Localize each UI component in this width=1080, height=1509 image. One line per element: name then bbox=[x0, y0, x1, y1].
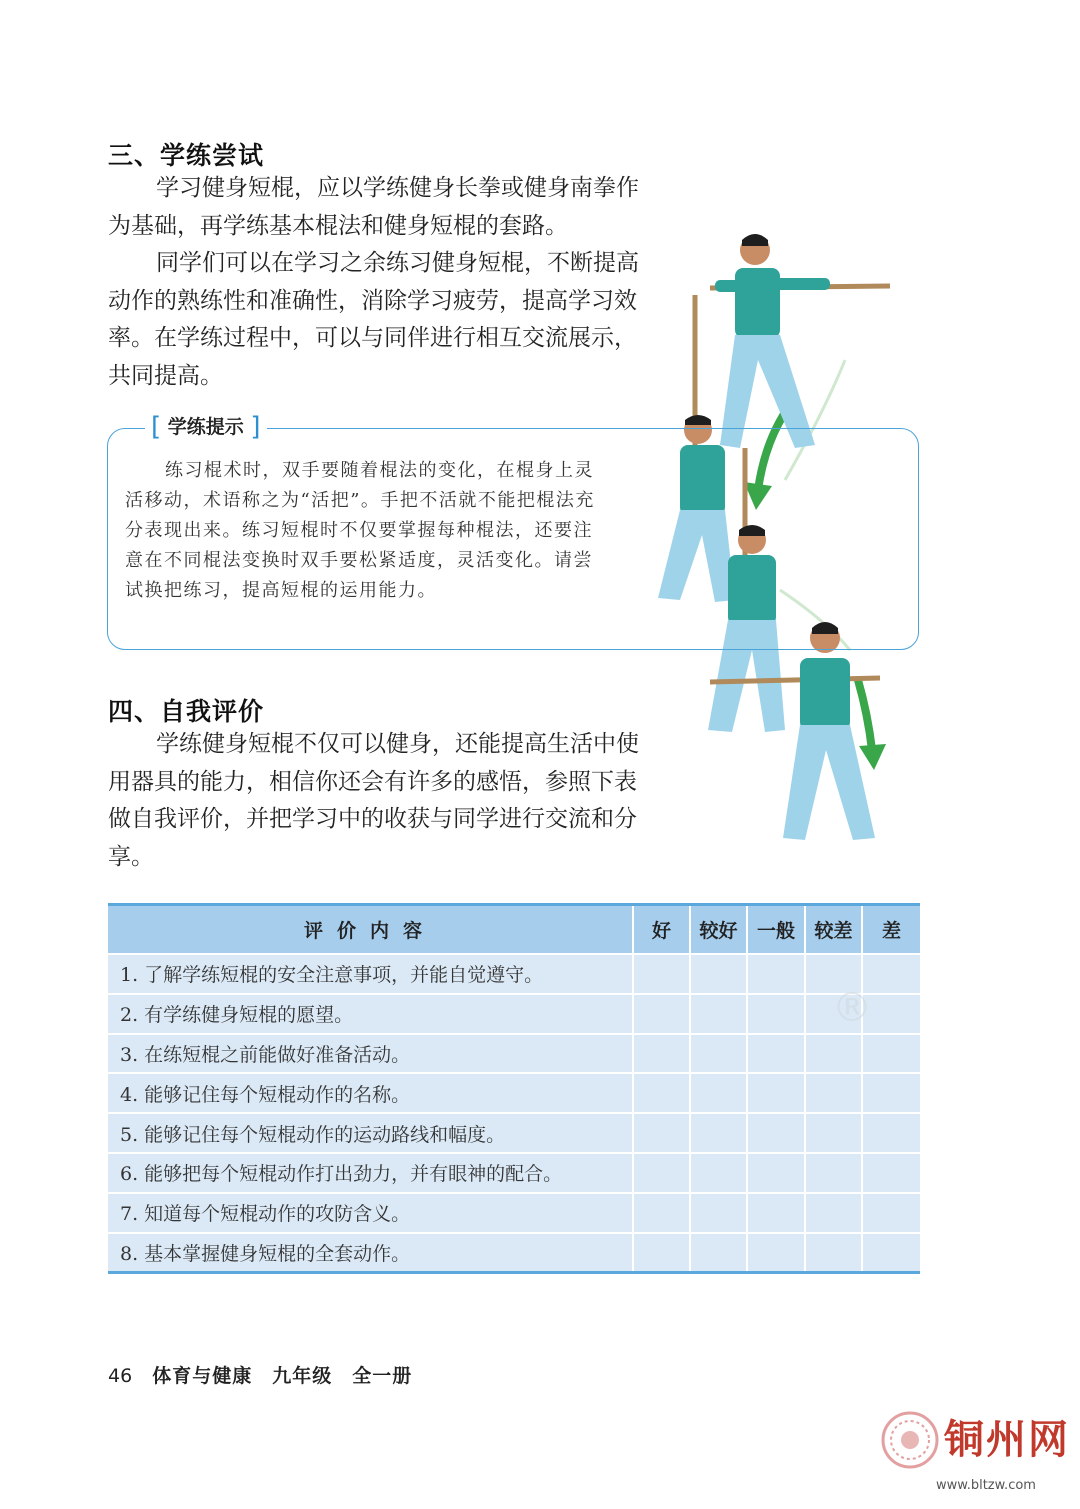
rating-cell[interactable] bbox=[747, 1153, 805, 1193]
table-row bbox=[108, 994, 920, 1034]
site-watermark bbox=[880, 1408, 1075, 1506]
rating-cell[interactable] bbox=[862, 1153, 920, 1193]
rating-cell[interactable] bbox=[633, 1113, 690, 1153]
section4-heading: 四、自我评价 bbox=[108, 697, 265, 726]
rating-cell[interactable] bbox=[862, 1233, 920, 1273]
rating-cell[interactable] bbox=[633, 1233, 690, 1273]
table-row-item: 4. 能够记住每个短棍动作的名称。 bbox=[108, 1073, 633, 1113]
section3-heading: 三、学练尝试 bbox=[108, 141, 265, 170]
header-good: 好 bbox=[633, 905, 690, 955]
figure-arms-extended bbox=[710, 234, 890, 448]
rating-cell[interactable] bbox=[862, 1034, 920, 1074]
practice-tip-title: 学练提示 bbox=[167, 416, 244, 438]
table-row bbox=[108, 1113, 920, 1153]
rating-cell[interactable] bbox=[747, 1233, 805, 1273]
rating-cell[interactable] bbox=[747, 954, 805, 994]
practice-tip-text: 练习棍术时，双手要随着棍法的变化，在棍身上灵活移动，术语称之为“活把”。手把不活就不能把棍法充分表现出来。练习短棍时不仅要掌握每种棍法，还要注意在不同棍法变换时双手要松紧适度，灵活变化。请尝试换把练习，提高短棍的运用能力。 bbox=[125, 460, 595, 601]
rating-cell[interactable] bbox=[805, 1073, 862, 1113]
rating-cell[interactable] bbox=[690, 994, 747, 1034]
rating-cell[interactable] bbox=[805, 1153, 862, 1193]
rating-cell[interactable] bbox=[805, 1113, 862, 1153]
table-row bbox=[108, 1034, 920, 1074]
table-row-item: 8. 基本掌握健身短棍的全套动作。 bbox=[108, 1233, 633, 1273]
rating-cell[interactable] bbox=[747, 1034, 805, 1074]
table-row-item: 1. 了解学练短棍的安全注意事项，并能自觉遵守。 bbox=[108, 954, 633, 994]
table-row bbox=[108, 1153, 920, 1193]
rating-cell[interactable] bbox=[690, 1073, 747, 1113]
table-row bbox=[108, 954, 920, 994]
header-poor: 差 bbox=[862, 905, 920, 955]
bracket-right-icon: ] bbox=[250, 412, 261, 442]
rating-cell[interactable] bbox=[690, 1113, 747, 1153]
table-row-item: 7. 知道每个短棍动作的攻防含义。 bbox=[108, 1193, 633, 1233]
rating-cell[interactable] bbox=[747, 1073, 805, 1113]
table-row bbox=[108, 1073, 920, 1113]
table-header-row bbox=[108, 905, 920, 955]
bracket-left-icon: [ bbox=[151, 412, 162, 442]
green-arrow-icon-2 bbox=[858, 680, 886, 770]
table-row-item: 6. 能够把每个短棍动作打出劲力，并有眼神的配合。 bbox=[108, 1153, 633, 1193]
site-name: 铜州网 bbox=[944, 1416, 1070, 1463]
section3-paragraph-2: 同学们可以在学习之余练习健身短棍，不断提高动作的熟练性和准确性，消除学习疲劳，提高学习效率。在学练过程中，可以与同伴进行相互交流展示，共同提高。 bbox=[108, 250, 639, 389]
rating-cell[interactable] bbox=[805, 1193, 862, 1233]
rating-cell[interactable] bbox=[690, 1233, 747, 1273]
practice-tip-label bbox=[145, 410, 267, 444]
table-row-item: 3. 在练短棍之前能做好准备活动。 bbox=[108, 1034, 633, 1074]
table-row bbox=[108, 1233, 920, 1273]
self-evaluation-table bbox=[108, 903, 920, 1274]
section3-paragraph-1: 学习健身短棍，应以学练健身长拳或健身南拳作为基础，再学练基本棍法和健身短棍的套路。 bbox=[108, 175, 639, 239]
rating-cell[interactable] bbox=[633, 994, 690, 1034]
section4-paragraph: 学练健身短棍不仅可以健身，还能提高生活中使用器具的能力，相信你还会有许多的感悟，参照下表做自我评价，并把学习中的收获与同学进行交流和分享。 bbox=[108, 731, 639, 870]
site-url[interactable]: www.bltzw.com bbox=[936, 1478, 1036, 1493]
rating-cell[interactable] bbox=[690, 1193, 747, 1233]
page-number: 46 bbox=[108, 1365, 133, 1387]
rating-cell[interactable] bbox=[633, 1193, 690, 1233]
rating-cell[interactable] bbox=[690, 954, 747, 994]
table-row-item: 5. 能够记住每个短棍动作的运动路线和幅度。 bbox=[108, 1113, 633, 1153]
registered-mark-watermark: ® bbox=[832, 985, 872, 1031]
header-fairly-poor: 较差 bbox=[805, 905, 862, 955]
rating-cell[interactable] bbox=[747, 994, 805, 1034]
header-fairly-good: 较好 bbox=[690, 905, 747, 955]
table-row bbox=[108, 1193, 920, 1233]
rating-cell[interactable] bbox=[805, 1233, 862, 1273]
rating-cell[interactable] bbox=[747, 1193, 805, 1233]
rating-cell[interactable] bbox=[862, 1073, 920, 1113]
rating-cell[interactable] bbox=[862, 1193, 920, 1233]
rating-cell[interactable] bbox=[633, 954, 690, 994]
section3-body bbox=[108, 170, 643, 395]
rating-cell[interactable] bbox=[633, 1153, 690, 1193]
table-row-item: 2. 有学练健身短棍的愿望。 bbox=[108, 994, 633, 1034]
header-evaluation-content: 评价内容 bbox=[108, 905, 633, 955]
rating-cell[interactable] bbox=[690, 1153, 747, 1193]
site-logo-icon bbox=[880, 1410, 940, 1470]
rating-cell[interactable] bbox=[633, 1034, 690, 1074]
header-average: 一般 bbox=[747, 905, 805, 955]
rating-cell[interactable] bbox=[862, 1113, 920, 1153]
page-footer bbox=[108, 1361, 412, 1388]
book-title: 体育与健康 九年级 全一册 bbox=[152, 1365, 413, 1387]
rating-cell[interactable] bbox=[747, 1113, 805, 1153]
rating-cell[interactable] bbox=[633, 1073, 690, 1113]
rating-cell[interactable] bbox=[805, 1034, 862, 1074]
rating-cell[interactable] bbox=[690, 1034, 747, 1074]
